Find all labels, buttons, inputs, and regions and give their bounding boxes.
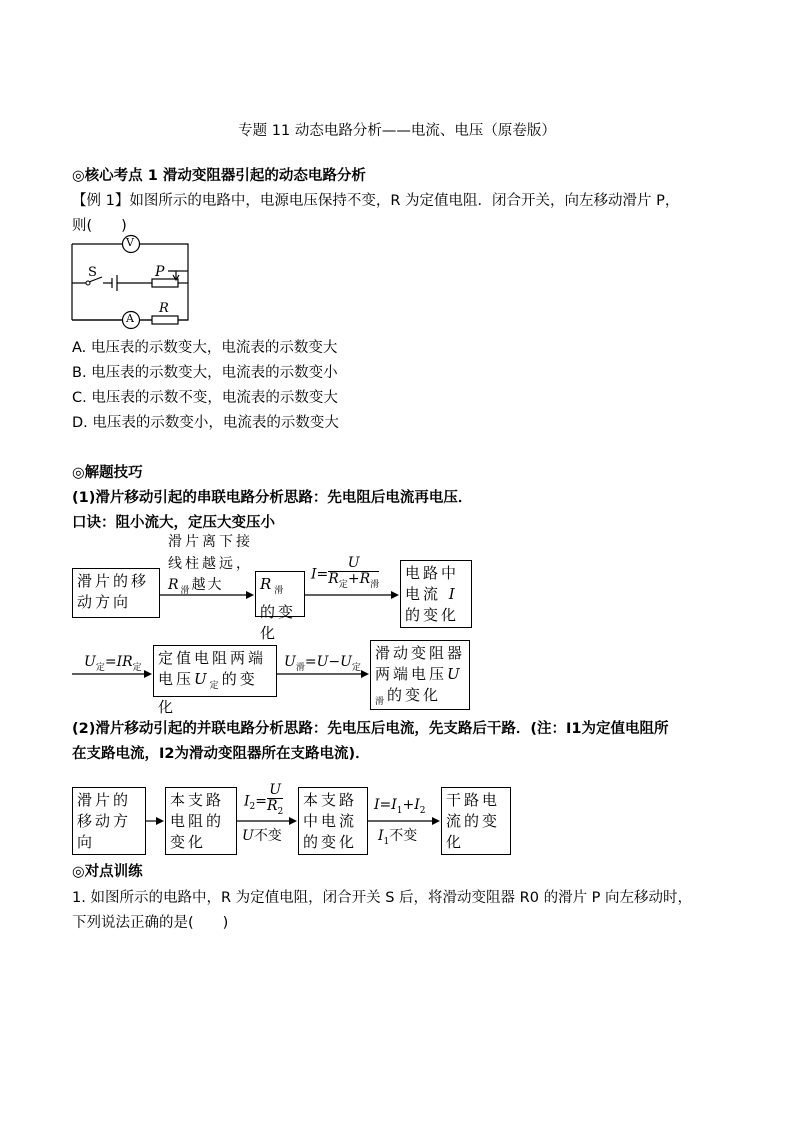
resistor-label: R	[159, 301, 169, 316]
flow2-formula1: $U_定=IR_定$	[84, 654, 142, 673]
flow2-box-fixed-voltage: 定值电阻两端电压$U_定$的变化	[153, 645, 277, 697]
parallel-method-title-line1: (2)滑片移动引起的并联电路分析思路：先电压后电流，先支路后干路．(注：I1为定值电阻所	[72, 721, 669, 737]
flow3-box-slider-direction: 滑片的移动方向	[72, 787, 146, 855]
flow1-box-slider-direction: 滑片的移动方向	[72, 568, 160, 618]
flow2-box-rheostat-voltage: 滑动变阻器两端电压$U_滑$的变化	[370, 640, 470, 710]
question-1-line2: 下列说法正确的是( )	[72, 915, 229, 931]
flow1-box-current-change: 电路中电流 I 的变化	[400, 560, 472, 628]
example-1-stem-line2: 则( )	[72, 218, 127, 234]
slider-label: P	[155, 264, 165, 280]
practice-heading: ◎对点训练	[72, 864, 143, 880]
option-b: B. 电压表的示数变大，电流表的示数变小	[72, 365, 338, 381]
flow3-formula1: $I_2=$ $\frac{U}{R_2}$	[244, 782, 284, 817]
flow1-formula: I= $\frac{U}{R_定+R_滑}$	[311, 555, 380, 590]
switch-label: S	[88, 265, 97, 280]
flow3-box-branch-current: 本支路中电流的变化	[298, 787, 368, 855]
option-a: A. 电压表的示数变大，电流表的示数变大	[72, 340, 338, 356]
option-c: C. 电压表的示数不变，电流表的示数变大	[72, 390, 338, 406]
voltmeter-label: V	[126, 236, 134, 249]
option-d: D. 电压表的示数变小，电流表的示数变大	[72, 415, 339, 431]
flow3-note-i1-const: $I_1$不变	[378, 828, 418, 847]
example-1-stem-line1: 【例 1】如图所示的电路中，电源电压保持不变，R 为定值电阻．闭合开关，向左移动滑片 P，	[72, 193, 680, 209]
ammeter-label: A	[126, 312, 134, 325]
flow1-box-r-slide-change: $R_滑$的变化	[255, 571, 305, 617]
flow1-note-line3: $R_滑$越大	[168, 577, 224, 596]
parallel-method-title-line2: 在支路电流，I2为滑动变阻器所在支路电流)．	[72, 746, 370, 762]
flow1-note-line2: 线柱越远，	[168, 556, 253, 572]
tips-heading: ◎解题技巧	[72, 465, 143, 481]
mnemonic: 口诀：阻小流大，定压大变压小	[72, 515, 275, 531]
flow3-note-u-const: U不变	[242, 828, 282, 844]
flow2-formula2: $U_滑=U-U_定$	[284, 654, 361, 673]
flow1-note-line1: 滑片离下接	[168, 534, 253, 550]
flow3-box-main-current: 干路电流的变化	[441, 787, 511, 855]
core-point-heading: ◎核心考点 1 滑动变阻器引起的动态电路分析	[72, 168, 366, 184]
question-1-line1: 1. 如图所示的电路中，R 为定值电阻，闭合开关 S 后，将滑动变阻器 R0 的滑片 P 向左移动时，	[72, 890, 693, 906]
page-title: 专题 11 动态电路分析——电流、电压（原卷版）	[238, 123, 556, 139]
series-method-title: (1)滑片移动引起的串联电路分析思路：先电阻后电流再电压．	[72, 490, 473, 506]
flow3-formula2: $I=I_1+I_2$	[374, 797, 426, 816]
flow3-box-branch-resistance: 本支路电阻的变化	[165, 787, 237, 855]
